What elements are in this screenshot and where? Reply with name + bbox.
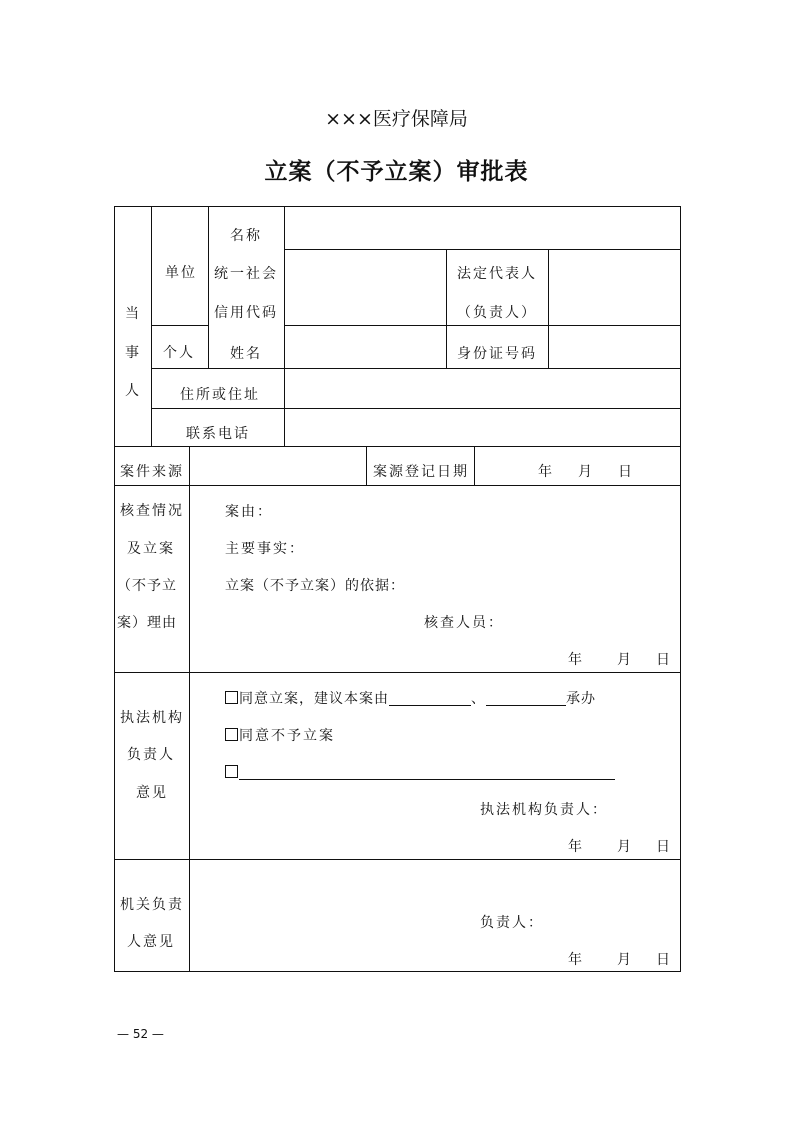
party-label-char: 事 [125, 345, 141, 361]
approve-filing-text: 同意立案，建议本案由 [239, 691, 389, 707]
register-date-label: 案源登记日期 [373, 464, 469, 480]
authority-label-line: 人意见 [127, 934, 175, 950]
handler-separator: 、 [471, 691, 486, 707]
other-option-blank[interactable] [239, 765, 615, 780]
authority-date-month: 月 [617, 952, 633, 968]
inspection-label-line: 核查情况 [120, 503, 184, 519]
enforcement-label-line: 负责人 [127, 747, 175, 763]
main-facts-label: 主要事实： [225, 541, 305, 557]
authority-date-year: 年 [568, 952, 584, 968]
enforcement-label-line: 执法机构 [120, 710, 184, 726]
legal-rep-label-line2: （负责人） [457, 305, 537, 321]
option-other [225, 764, 615, 782]
other-option-checkbox[interactable] [225, 765, 238, 778]
name-label: 名称 [230, 228, 262, 244]
inspection-date-month: 月 [617, 652, 633, 668]
case-source-label: 案件来源 [120, 464, 184, 480]
individual-label: 个人 [163, 345, 195, 361]
enforcement-date-year: 年 [568, 839, 584, 855]
table-border-bottom [114, 971, 681, 972]
person-name-label: 姓名 [230, 346, 262, 362]
table-border-right [680, 206, 681, 972]
inspection-label-line: 案）理由 [117, 615, 177, 631]
party-label-char: 当 [125, 306, 141, 322]
inspection-label-line: 及立案 [127, 541, 175, 557]
id-number-label: 身份证号码 [457, 346, 537, 362]
credit-code-label-line2: 信用代码 [214, 305, 278, 321]
approve-filing-checkbox[interactable] [225, 691, 238, 704]
phone-label: 联系电话 [186, 426, 250, 442]
address-label: 住所或住址 [180, 387, 260, 403]
option-reject-filing [225, 727, 335, 745]
form-title: 立案（不予立案）审批表 [264, 159, 529, 185]
option-approve-filing [225, 690, 596, 708]
authority-head-label: 负责人： [480, 915, 544, 931]
filing-basis-label: 立案（不予立案）的依据： [225, 578, 405, 594]
authority-date-day: 日 [656, 952, 672, 968]
organization-name: ×××医疗保障局 [325, 108, 468, 130]
reject-filing-text: 同意不予立案 [239, 728, 335, 744]
enforcement-head-label: 执法机构负责人： [480, 802, 608, 818]
inspector-label: 核查人员： [424, 615, 504, 631]
register-date-month: 月 [578, 464, 594, 480]
inspection-date-day: 日 [656, 652, 672, 668]
enforcement-date-month: 月 [617, 839, 633, 855]
enforcement-date-day: 日 [656, 839, 672, 855]
party-label-char: 人 [125, 383, 141, 399]
table-border-top [114, 206, 681, 207]
table-border-left [114, 206, 115, 972]
register-date-day: 日 [618, 464, 634, 480]
handler-suffix: 承办 [566, 691, 596, 707]
enforcement-label-line: 意见 [136, 785, 168, 801]
handler1-blank[interactable] [389, 691, 471, 706]
page-number: — 52 — [117, 1027, 164, 1041]
authority-label-line: 机关负责 [120, 897, 184, 913]
handler2-blank[interactable] [486, 691, 566, 706]
register-date-year: 年 [538, 464, 554, 480]
reject-filing-checkbox[interactable] [225, 728, 238, 741]
credit-code-label-line1: 统一社会 [214, 266, 278, 282]
inspection-date-year: 年 [568, 652, 584, 668]
unit-label: 单位 [165, 265, 197, 281]
inspection-label-line: （不予立 [117, 578, 177, 594]
case-cause-label: 案由： [225, 504, 273, 520]
legal-rep-label-line1: 法定代表人 [457, 266, 537, 282]
